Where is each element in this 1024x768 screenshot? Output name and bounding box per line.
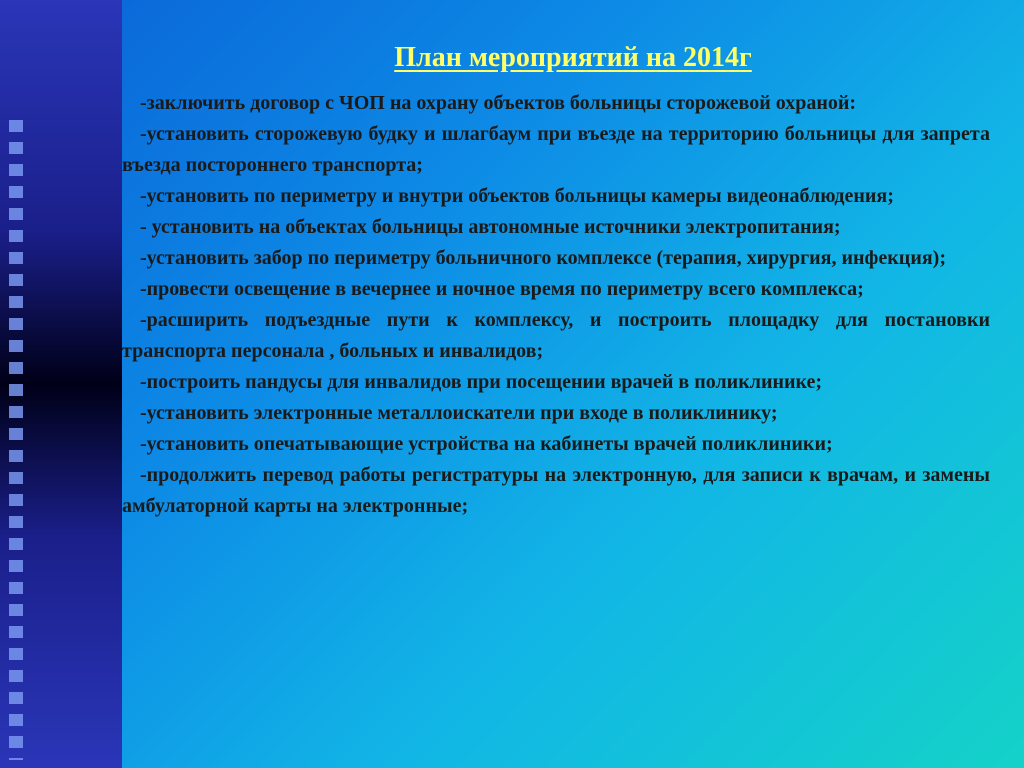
slide-title: План мероприятий на 2014г bbox=[394, 42, 752, 73]
plan-item: -установить опечатывающие устройства на кабинеты врачей поликлиники; bbox=[140, 433, 833, 455]
plan-item: -установить сторожевую будку и шлагбаум при въезде на территорию больницы для запрета въезда постороннего транспорта; bbox=[122, 123, 990, 176]
plan-item: -заключить договор с ЧОП на охрану объектов больницы сторожевой охраной: bbox=[140, 92, 857, 114]
left-decorative-strip bbox=[0, 0, 122, 768]
plan-item: -установить по периметру и внутри объектов больницы камеры видеонаблюдения; bbox=[140, 185, 894, 207]
plan-item: -построить пандусы для инвалидов при посещении врачей в поликлинике; bbox=[140, 371, 823, 393]
plan-item: -установить электронные металлоискатели при входе в поликлинику; bbox=[140, 402, 778, 424]
plan-item: - установить на объектах больницы автономные источники электропитания; bbox=[140, 216, 841, 238]
plan-item: -провести освещение в вечернее и ночное время по периметру всего комплекса; bbox=[140, 278, 864, 300]
plan-item: -установить забор по периметру больничного комплексе (терапия, хирургия, инфекция); bbox=[140, 247, 946, 269]
plan-list bbox=[122, 88, 990, 522]
film-squares-decoration bbox=[9, 120, 23, 760]
plan-item: -продолжить перевод работы регистратуры на электронную, для записи к врачам, и замены амбулаторной карты на электронные; bbox=[122, 464, 990, 517]
plan-item: -расширить подъездные пути к комплексу, и построить площадку для постановки транспорта персонала , больных и инвалидов; bbox=[122, 309, 990, 362]
